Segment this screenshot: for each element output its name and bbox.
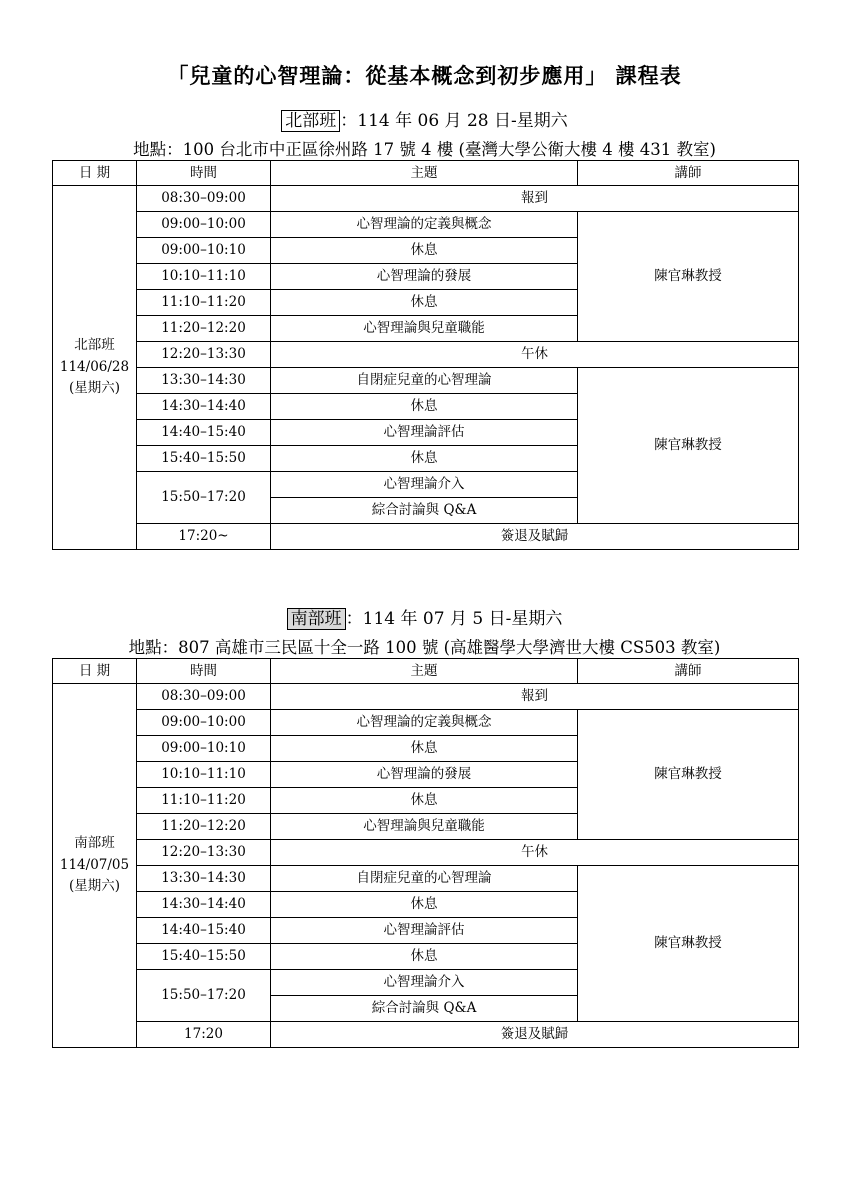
topic-cell: 休息 <box>271 290 578 316</box>
time-cell: 09:00–10:10 <box>137 238 271 264</box>
topic-cell: 綜合討論與 Q&A <box>271 996 578 1022</box>
topic-cell: 心智理論的定義與概念 <box>271 212 578 238</box>
table-row <box>53 1022 799 1048</box>
time-cell: 17:20~ <box>137 524 271 550</box>
table-row <box>53 186 799 212</box>
time-cell: 11:20–12:20 <box>137 316 271 342</box>
time-cell: 09:00–10:10 <box>137 736 271 762</box>
topic-cell: 心智理論評估 <box>271 918 578 944</box>
table-row <box>53 710 799 736</box>
time-cell: 14:30–14:40 <box>137 394 271 420</box>
topic-cell: 心智理論的發展 <box>271 264 578 290</box>
class-info-south <box>0 604 849 629</box>
header-topic: 主題 <box>271 161 578 186</box>
time-cell: 10:10–11:10 <box>137 762 271 788</box>
time-cell: 13:30–14:30 <box>137 866 271 892</box>
table-row <box>53 368 799 394</box>
header-date: 日 期 <box>53 659 137 684</box>
time-cell: 17:20 <box>137 1022 271 1048</box>
time-cell: 14:30–14:40 <box>137 892 271 918</box>
topic-cell: 簽退及賦歸 <box>271 1022 799 1048</box>
lecturer-cell: 陳官琳教授 <box>578 212 799 342</box>
time-cell: 08:30–09:00 <box>137 186 271 212</box>
time-cell: 10:10–11:10 <box>137 264 271 290</box>
topic-cell: 報到 <box>271 684 799 710</box>
topic-cell: 心智理論與兒童職能 <box>271 814 578 840</box>
location-south: 地點：807 高雄市三民區十全一路 100 號 (高雄醫學大學濟世大樓 CS503 教室) <box>128 638 721 657</box>
header-lecturer: 講師 <box>578 659 799 684</box>
time-cell: 12:20–13:30 <box>137 840 271 866</box>
time-cell: 11:10–11:20 <box>137 788 271 814</box>
class-tag-north: 北部班 <box>281 110 340 132</box>
lecturer-cell: 陳官琳教授 <box>578 710 799 840</box>
time-cell: 09:00–10:00 <box>137 212 271 238</box>
topic-cell: 午休 <box>271 840 799 866</box>
topic-cell: 休息 <box>271 892 578 918</box>
time-cell: 09:00–10:00 <box>137 710 271 736</box>
time-cell: 15:40–15:50 <box>137 446 271 472</box>
topic-cell: 報到 <box>271 186 799 212</box>
table-row <box>53 524 799 550</box>
date-weekday: (星期六) <box>68 878 121 895</box>
topic-cell: 心智理論的定義與概念 <box>271 710 578 736</box>
time-cell: 13:30–14:30 <box>137 368 271 394</box>
class-info-north <box>0 106 849 131</box>
header-time: 時間 <box>137 161 271 186</box>
time-cell: 11:10–11:20 <box>137 290 271 316</box>
topic-cell: 心智理論的發展 <box>271 762 578 788</box>
topic-cell: 休息 <box>271 394 578 420</box>
date-value: 114/07/05 <box>59 856 130 873</box>
table-row <box>53 212 799 238</box>
date-cell-south <box>53 684 137 1048</box>
table-header-row <box>53 161 799 186</box>
header-time: 時間 <box>137 659 271 684</box>
time-cell: 14:40–15:40 <box>137 918 271 944</box>
topic-cell: 休息 <box>271 944 578 970</box>
topic-cell: 自閉症兒童的心智理論 <box>271 866 578 892</box>
table-row <box>53 342 799 368</box>
document-title: 「兒童的心智理論：從基本概念到初步應用」 課程表 <box>167 63 682 88</box>
header-date: 日 期 <box>53 161 137 186</box>
topic-cell: 休息 <box>271 788 578 814</box>
table-header-row <box>53 659 799 684</box>
topic-cell: 綜合討論與 Q&A <box>271 498 578 524</box>
topic-cell: 休息 <box>271 736 578 762</box>
topic-cell: 心智理論評估 <box>271 420 578 446</box>
class-date-south: ：114 年 07 月 5 日-星期六 <box>345 609 563 629</box>
class-date-north: ：114 年 06 月 28 日-星期六 <box>340 111 568 131</box>
time-cell: 11:20–12:20 <box>137 814 271 840</box>
date-cell-north <box>53 186 137 550</box>
topic-cell: 休息 <box>271 238 578 264</box>
date-class-name: 南部班 <box>74 835 115 852</box>
topic-cell: 簽退及賦歸 <box>271 524 799 550</box>
schedule-table-north <box>52 160 799 550</box>
topic-cell: 休息 <box>271 446 578 472</box>
topic-cell: 心智理論介入 <box>271 472 578 498</box>
class-tag-south: 南部班 <box>287 608 346 630</box>
schedule-table-south <box>52 658 799 1048</box>
lecturer-cell: 陳官琳教授 <box>578 866 799 1022</box>
time-cell: 15:40–15:50 <box>137 944 271 970</box>
topic-cell: 心智理論介入 <box>271 970 578 996</box>
time-cell: 15:50–17:20 <box>137 472 271 524</box>
date-value: 114/06/28 <box>59 358 130 375</box>
time-cell: 12:20–13:30 <box>137 342 271 368</box>
header-lecturer: 講師 <box>578 161 799 186</box>
date-class-name: 北部班 <box>74 337 115 354</box>
topic-cell: 午休 <box>271 342 799 368</box>
table-row <box>53 840 799 866</box>
time-cell: 15:50–17:20 <box>137 970 271 1022</box>
table-row <box>53 684 799 710</box>
date-weekday: (星期六) <box>68 380 121 397</box>
topic-cell: 心智理論與兒童職能 <box>271 316 578 342</box>
location-north: 地點：100 台北市中正區徐州路 17 號 4 樓 (臺灣大學公衛大樓 4 樓 431 教室) <box>133 140 716 159</box>
table-row <box>53 866 799 892</box>
topic-cell: 自閉症兒童的心智理論 <box>271 368 578 394</box>
time-cell: 14:40–15:40 <box>137 420 271 446</box>
header-topic: 主題 <box>271 659 578 684</box>
lecturer-cell: 陳官琳教授 <box>578 368 799 524</box>
time-cell: 08:30–09:00 <box>137 684 271 710</box>
